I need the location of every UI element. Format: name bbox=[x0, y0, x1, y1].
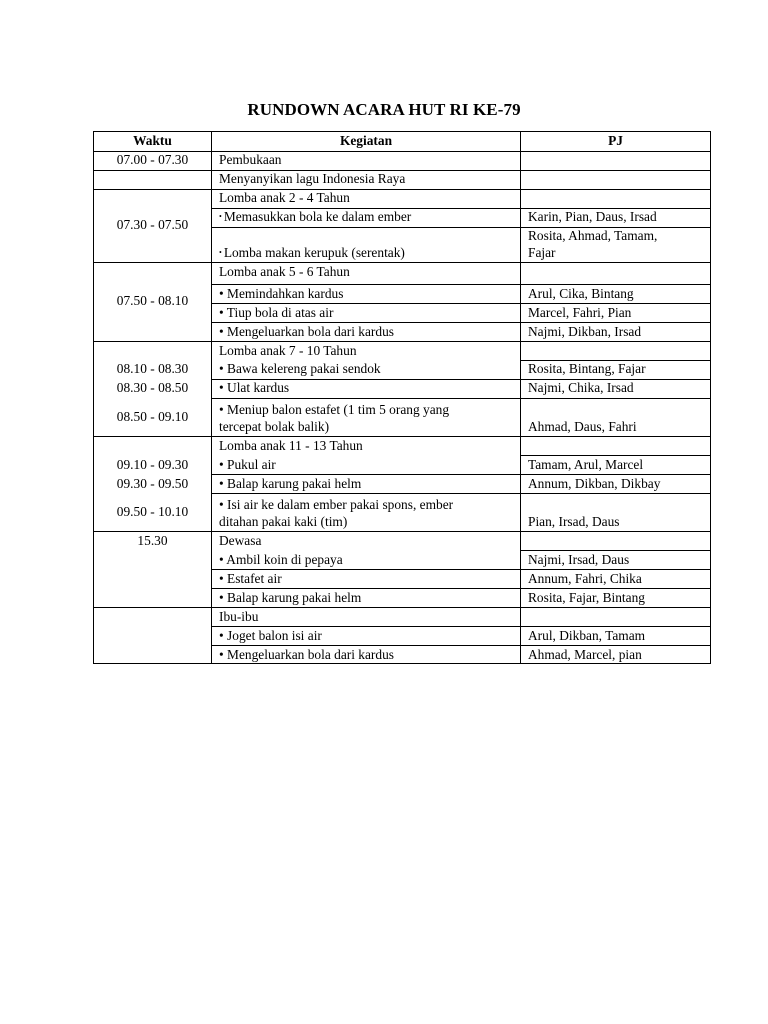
kegiatan-cell: • Isi air ke dalam ember pakai spons, ember bbox=[219, 497, 454, 512]
bullet: • bbox=[219, 248, 222, 257]
pj-cell: Karin, Pian, Daus, Irsad bbox=[528, 209, 657, 224]
group-heading: Ibu-ibu bbox=[219, 609, 259, 624]
kegiatan-cell: • Meniup balon estafet (1 tim 5 orang yang bbox=[219, 402, 450, 417]
waktu-cell: 08.50 - 09.10 bbox=[116, 409, 189, 424]
group-divider bbox=[94, 262, 710, 263]
kegiatan-cell: • Joget balon isi air bbox=[219, 628, 322, 643]
pj-cell: Arul, Dikban, Tamam bbox=[528, 628, 646, 643]
kegiatan-cell: • Mengeluarkan bola dari kardus bbox=[219, 324, 394, 339]
document-title: RUNDOWN ACARA HUT RI KE-79 bbox=[247, 100, 521, 119]
row-divider bbox=[211, 284, 710, 285]
kegiatan-cell: • Tiup bola di atas air bbox=[219, 305, 334, 320]
pj-cell: Arul, Cika, Bintang bbox=[528, 286, 634, 301]
kegiatan-cell: Pembukaan bbox=[219, 152, 282, 167]
pj-divider bbox=[520, 626, 710, 627]
waktu-cell: 07.30 - 07.50 bbox=[116, 217, 189, 232]
pj-divider bbox=[520, 550, 710, 551]
waktu-cell: 07.50 - 08.10 bbox=[116, 293, 189, 308]
header-waktu: Waktu bbox=[133, 133, 172, 148]
row-divider bbox=[211, 398, 710, 399]
pj-cell: Annum, Dikban, Dikbay bbox=[528, 476, 661, 491]
kegiatan-cell: • Memindahkan kardus bbox=[219, 286, 344, 301]
bullet: • bbox=[219, 212, 222, 221]
pj-cell: Ahmad, Daus, Fahri bbox=[528, 419, 637, 434]
pj-cell: Rosita, Fajar, Bintang bbox=[528, 590, 645, 605]
kegiatan-cell: • Bawa kelereng pakai sendok bbox=[219, 361, 381, 376]
group-heading: Lomba anak 2 - 4 Tahun bbox=[219, 190, 350, 205]
pj-cell: Ahmad, Marcel, pian bbox=[528, 647, 642, 662]
pj-cell: Najmi, Irsad, Daus bbox=[528, 552, 630, 567]
group-heading: Lomba anak 5 - 6 Tahun bbox=[219, 264, 350, 279]
kegiatan-cell: • Pukul air bbox=[219, 457, 276, 472]
row-divider bbox=[94, 189, 710, 190]
pj-cell: Rosita, Ahmad, Tamam, bbox=[528, 228, 658, 243]
row-divider bbox=[211, 588, 710, 589]
rundown-table bbox=[93, 131, 711, 664]
waktu-cell: 15.30 bbox=[137, 533, 168, 548]
kegiatan-cell: • Memasukkan bola ke dalam ember bbox=[219, 209, 412, 224]
row-divider bbox=[211, 303, 710, 304]
kegiatan-cell: ditahan pakai kaki (tim) bbox=[219, 514, 348, 529]
waktu-cell: 09.30 - 09.50 bbox=[116, 476, 189, 491]
pj-cell: Pian, Irsad, Daus bbox=[528, 514, 620, 529]
kegiatan-cell: • Balap karung pakai helm bbox=[219, 590, 362, 605]
pj-cell: Annum, Fahri, Chika bbox=[528, 571, 642, 586]
row-divider bbox=[211, 645, 710, 646]
header-pj: PJ bbox=[608, 133, 623, 148]
kegiatan-cell: tercepat bolak balik) bbox=[219, 419, 330, 434]
pj-cell: Tamam, Arul, Marcel bbox=[528, 457, 644, 472]
pj-cell: Najmi, Chika, Irsad bbox=[528, 380, 634, 395]
kegiatan-cell: • Balap karung pakai helm bbox=[219, 476, 362, 491]
kegiatan-cell: • Estafet air bbox=[219, 571, 282, 586]
kegiatan-cell: • Ulat kardus bbox=[219, 380, 290, 395]
kegiatan-cell: • Ambil koin di pepaya bbox=[219, 552, 343, 567]
kegiatan-cell: • Mengeluarkan bola dari kardus bbox=[219, 647, 394, 662]
group-heading: Lomba anak 11 - 13 Tahun bbox=[219, 438, 363, 453]
group-divider bbox=[94, 531, 710, 532]
group-divider bbox=[94, 341, 710, 342]
waktu-cell: 08.30 - 08.50 bbox=[116, 380, 189, 395]
pj-divider bbox=[520, 455, 710, 456]
waktu-cell: 09.50 - 10.10 bbox=[116, 504, 189, 519]
group-heading: Dewasa bbox=[219, 533, 262, 548]
waktu-cell: 09.10 - 09.30 bbox=[116, 457, 189, 472]
kegiatan-cell: • Lomba makan kerupuk (serentak) bbox=[219, 245, 405, 260]
pj-cell: Fajar bbox=[528, 245, 556, 260]
waktu-cell: 07.00 - 07.30 bbox=[116, 152, 189, 167]
kegiatan-cell: Menyanyikan lagu Indonesia Raya bbox=[219, 171, 406, 186]
group-divider bbox=[94, 607, 710, 608]
pj-cell: Marcel, Fahri, Pian bbox=[528, 305, 632, 320]
row-divider bbox=[211, 474, 710, 475]
pj-cell: Rosita, Bintang, Fajar bbox=[528, 361, 646, 376]
header-kegiatan: Kegiatan bbox=[339, 133, 393, 148]
row-divider bbox=[211, 569, 710, 570]
row-divider bbox=[211, 493, 710, 494]
row-divider bbox=[211, 322, 710, 323]
pj-cell: Najmi, Dikban, Irsad bbox=[528, 324, 642, 339]
group-heading: Lomba anak 7 - 10 Tahun bbox=[219, 343, 357, 358]
waktu-cell: 08.10 - 08.30 bbox=[116, 361, 189, 376]
group-divider bbox=[94, 436, 710, 437]
